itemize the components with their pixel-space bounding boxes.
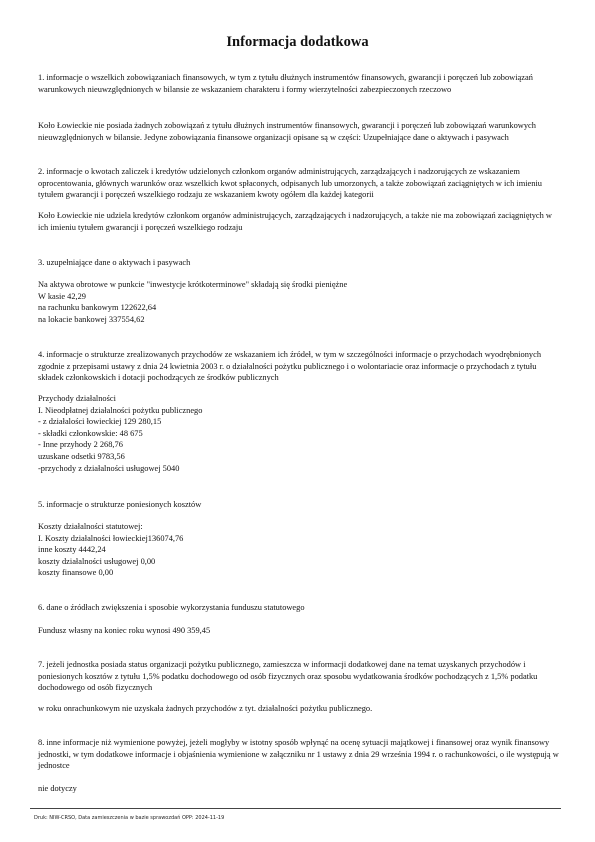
- section-4-line: Przychody działalności: [38, 394, 116, 403]
- section-2-body: Koło Łowieckie nie udziela kredytów członkom organów administrujących, zarządzających i nadzorujących, a także nie ma zobowiązań zaciągniętych w ich imieniu tytułem gwarancji i poręczeń wszelkiego rodzaju: [38, 211, 552, 232]
- section-5-lines: [38, 521, 563, 579]
- section-3-line: W kasie 42,29: [38, 291, 86, 301]
- section-3-lines: [38, 279, 563, 325]
- section-5-line: koszty działalności usługowej 0,00: [38, 556, 156, 566]
- footer-divider: [30, 808, 561, 809]
- section-4-line: - Inne przyhody 2 268,76: [38, 440, 123, 450]
- section-3-heading: 3. uzupełniające dane o aktywach i pasywach: [38, 258, 191, 267]
- section-3-line: Na aktywa obrotowe w punkcie "inwestycje krótkoterminowe" składają się środki pieniężne: [38, 280, 348, 289]
- section-4-lines: [38, 393, 563, 474]
- section-2-heading: 2. informacje o kwotach zaliczek i kredytów udzielonych członkom organów administrujących, zarządzających i nadzorujących ze wskazaniem oprocentowania, głównych warunków oraz wszelkich kwot spłaconych, odpisanych lub umorzonych, a także zobowiązań zaciągniętych w ich imieniu tytułem gwarancji i poręczeń wszelkiego rodzaju ze wskazaniem kwoty ogółem dla każdej kategorii: [38, 167, 542, 200]
- section-4-line: - składki członkowskie: 48 675: [38, 428, 143, 438]
- section-3-line: na lokacie bankowej 337554,62: [38, 314, 145, 324]
- footer-print-info: Druk: NIW-CRSO, Data zamieszczenia w bazie sprawozdań OPP: 2024-11-19: [34, 815, 225, 821]
- section-4-heading: 4. informacje o strukturze zrealizowanych przychodów ze wskazaniem ich źródeł, w tym w szczególności informacje o przychodach wyodrębnionych zgodnie z przepisami ustawy z dnia 24 kwietnia 2003 r. o działalności pożytku publicznego i o wolontariacie oraz informacje o przychodach z tytułu składek członkowskich i dotacji pochodzących ze środków publicznych: [38, 350, 542, 383]
- section-7-body: w roku onrachunkowym nie uzyskała żadnych przychodów z tyt. działalności pożytku publicznego.: [38, 704, 373, 713]
- section-1-body: Koło Łowieckie nie posiada żadnych zobowiązań z tytułu dłużnych instrumentów finansowych, gwarancji i poręczeń lub zobowiązań warunkowych nieuwzględnionych w bilansie. Jedyne zobowiązania finansowe organizacji opisane są w części: Uzupełniające dane o aktywach i pasywach: [38, 121, 536, 142]
- section-5-line: Koszty działalności statutowej:: [38, 522, 143, 531]
- section-6-heading: 6. dane o źródłach zwiększenia i sposobie wykorzystania funduszu statutowego: [38, 603, 305, 612]
- section-7-heading: 7. jeżeli jednostka posiada status organizacji pożytku publicznego, zamieszcza w informacji dodatkowej dane na temat uzyskanych przychodów i poniesionych kosztów z tytułu 1,5% podatku dochodowego od osób fizycznych oraz sposobu wydatkowania środków pochodzących z 1,5% podatku dochodowego od osób fizycznych: [38, 660, 538, 693]
- page-title: Informacja dodatkowa: [226, 34, 369, 50]
- section-5-line: I. Koszty działalności łowieckiej136074,76: [38, 533, 184, 543]
- section-3-line: na rachunku bankowym 122622,64: [38, 303, 157, 313]
- section-6-body: Fundusz własny na koniec roku wynosi 490 359,45: [38, 626, 211, 635]
- section-4-line: uzuskane odsetki 9783,56: [38, 451, 125, 461]
- section-8-body: nie dotyczy: [38, 784, 77, 793]
- section-4-line: -przychody z działalności usługowej 5040: [38, 463, 180, 473]
- section-4-line: - z działalości łowieckiej 129 280,15: [38, 417, 162, 427]
- section-4-line: I. Nieodpłatnej działalności pożytku publicznego: [38, 405, 203, 415]
- section-8-heading: 8. inne informacje niż wymienione powyżej, jeżeli mogłyby w istotny sposób wpłynąć na ocenę sytuacji majątkowej i finansowej oraz wynik finansowy jednostki, w tym dodatkowe informacje i objaśnienia wymienione w załączniku nr 1 ustawy z dnia 29 września 1994 r. o rachunkowości, o ile występują w jednostce: [38, 738, 559, 771]
- section-1-heading: 1. informacje o wszelkich zobowiązaniach finansowych, w tym z tytułu dłużnych instrumentów finansowych, gwarancji i poręczeń lub zobowiązań warunkowych nieuwzględnionych w bilansie ze wskazaniem charakteru i formy wierzytelności zabezpieczonych rzeczowo: [38, 73, 533, 94]
- section-5-heading: 5. informacje o strukturze poniesionych kosztów: [38, 500, 202, 509]
- section-5-line: koszty finansowe 0,00: [38, 568, 114, 578]
- section-5-line: inne koszty 4442,24: [38, 545, 106, 555]
